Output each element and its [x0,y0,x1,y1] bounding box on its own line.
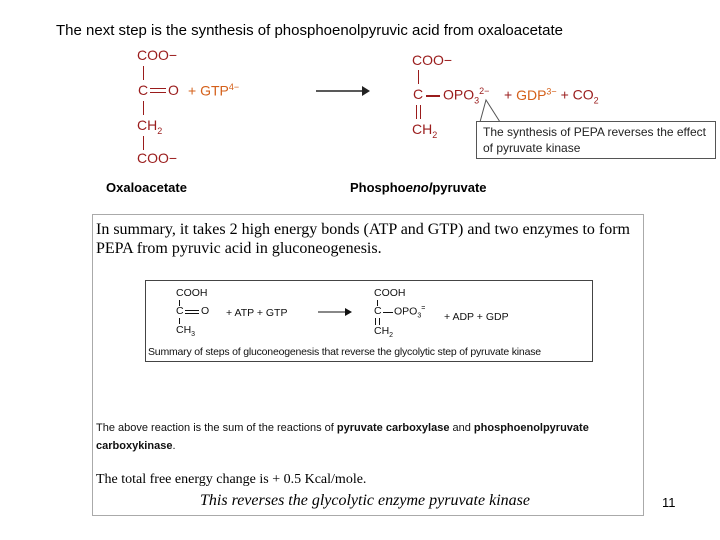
oxaloacetate-coo-top: COO− [137,47,178,63]
oxaloacetate-coo-bottom: COO− [137,150,178,166]
oxaloacetate-c: C [138,82,149,98]
double-bond [416,105,421,119]
page-number: 11 [662,495,676,510]
pep-c: C [413,86,424,102]
single-bond [383,312,393,313]
bond-line [143,101,144,115]
inner-right-c: C [374,305,382,317]
oxaloacetate-o: O [168,82,179,98]
italic-conclusion: This reverses the glycolytic enzyme pyruvate kinase [200,492,530,509]
inner-right-ch2: $CH_2$ [374,325,394,340]
double-bond [375,318,380,325]
inner-right-cooh: COOH [374,287,406,299]
pep-opo3: $OPO_3^{2-}$ [443,86,490,106]
inner-reagents: + ATP + GTP [226,307,288,319]
double-bond [185,310,199,314]
oxaloacetate-label: Oxaloacetate [106,180,187,195]
gtp-reagent: + $GTP^{4-}$ [188,82,240,99]
inner-left-o: O [201,305,210,317]
pep-ch2: $CH_2$ [412,121,438,140]
inner-left-cooh: COOH [176,287,208,299]
sum-paragraph: The above reaction is the sum of the reactions of pyruvate carboxylase and phosphoenolpyruvate carboxykinase. [96,422,589,452]
single-bond [426,95,440,97]
inner-products: + ADP + GDP [444,311,509,323]
bond-line [143,66,144,80]
inner-left-c: C [176,305,184,317]
products: + $GDP^{3-} + CO_2$ [504,86,599,106]
double-bond [150,88,166,93]
bond-line [418,70,419,84]
inner-left-ch3: $CH_3$ [176,324,196,339]
oxaloacetate-ch2: $CH_2$ [137,117,163,136]
summary-box [92,214,644,516]
inner-caption: Summary of steps of gluconeogenesis that reverse the glycolytic step of pyruvate kinase [148,346,541,358]
inner-arrow [318,307,352,317]
callout-note: The synthesis of PEPA reverses the effect of pyruvate kinase [476,121,716,159]
pep-coo-top: COO− [412,52,453,68]
bond-line [143,136,144,150]
summary-heading: In summary, it takes 2 high energy bonds (ATP and GTP) and two enzymes to form PEPA from pyruvic acid in gluconeogenesis. [96,221,630,257]
slide-title: The next step is the synthesis of phosphoenolpyruvic acid from oxaloacetate [56,22,563,39]
reaction-arrow [316,85,370,97]
inner-right-opo3: $OPO_3^=$ [394,305,426,320]
free-energy-line: The total free energy change is + 0.5 Kcal/mole. [96,472,367,487]
pep-label: Phosphoenolpyruvate [350,180,487,195]
